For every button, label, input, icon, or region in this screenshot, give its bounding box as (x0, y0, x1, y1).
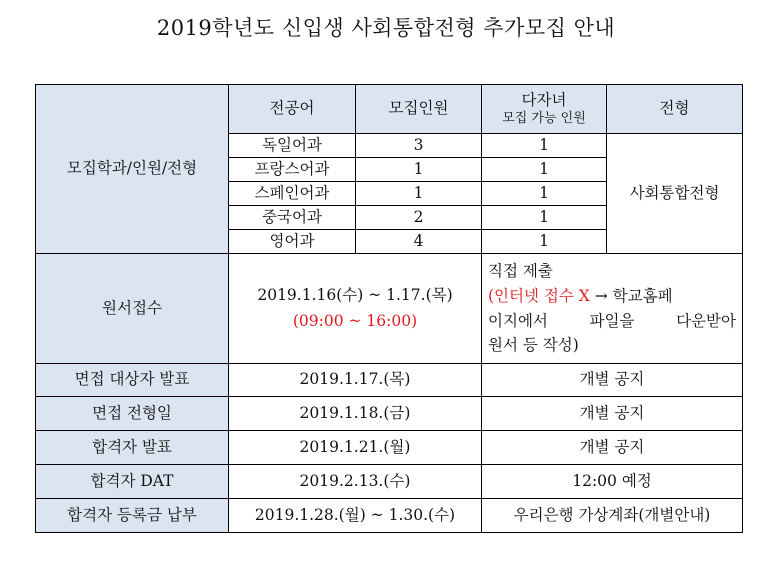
application-method-line1: 직접 제출 (488, 261, 553, 280)
schedule-row (36, 465, 743, 499)
quota-cell: 1 (356, 158, 482, 182)
schedule-row (36, 499, 743, 533)
schedule-row (36, 431, 743, 465)
admission-notice-table (35, 84, 743, 533)
schedule-note: 우리은행 가상계좌(개별안내) (482, 499, 743, 533)
major-cell: 스페인어과 (229, 182, 356, 206)
header-multichild-top: 다자녀 (521, 91, 567, 110)
multichild-cell: 1 (482, 230, 607, 254)
header-major: 전공어 (229, 85, 356, 134)
multichild-cell: 1 (482, 134, 607, 158)
application-method-line4: 원서 등 작성) (488, 336, 579, 355)
multichild-cell: 1 (482, 158, 607, 182)
major-cell: 독일어과 (229, 134, 356, 158)
application-date: 2019.1.16(수) ~ 1.17.(목) (257, 286, 453, 305)
schedule-label: 합격자 DAT (36, 465, 229, 499)
page-title: 2019학년도 신입생 사회통합전형 추가모집 안내 (156, 16, 616, 40)
application-method-cell (482, 254, 743, 364)
quota-cell: 4 (356, 230, 482, 254)
schedule-label: 합격자 발표 (36, 431, 229, 465)
quota-cell: 2 (356, 206, 482, 230)
schedule-note: 개별 공지 (482, 397, 743, 431)
header-multichild-bottom: 모집 가능 인원 (502, 110, 586, 126)
application-method-homepage: → 학교홈페 (589, 286, 673, 305)
header-type: 전형 (607, 85, 743, 134)
schedule-label: 면접 전형일 (36, 397, 229, 431)
recruit-label-cell: 모집학과/인원/전형 (36, 85, 229, 254)
schedule-date: 2019.1.17.(목) (229, 364, 482, 397)
quota-cell: 1 (356, 182, 482, 206)
header-multichild (482, 85, 607, 134)
schedule-date: 2019.1.18.(금) (229, 397, 482, 431)
major-cell: 프랑스어과 (229, 158, 356, 182)
major-cell: 영어과 (229, 230, 356, 254)
type-value-cell: 사회통합전형 (607, 134, 743, 254)
schedule-note: 12:00 예정 (482, 465, 743, 499)
multichild-cell: 1 (482, 206, 607, 230)
schedule-note: 개별 공지 (482, 431, 743, 465)
schedule-row (36, 397, 743, 431)
application-method-no-online: (인터넷 접수 X (488, 286, 590, 305)
schedule-row (36, 364, 743, 397)
schedule-label: 합격자 등록금 납부 (36, 499, 229, 533)
schedule-note: 개별 공지 (482, 364, 743, 397)
application-row (36, 254, 743, 364)
schedule-label: 면접 대상자 발표 (36, 364, 229, 397)
application-time: (09:00 ~ 16:00) (292, 311, 418, 330)
application-period-cell (229, 254, 482, 364)
schedule-date: 2019.1.28.(월) ~ 1.30.(수) (229, 499, 482, 533)
application-method-line3: 이지에서 파일을 다운받아 (488, 311, 736, 330)
schedule-date: 2019.1.21.(월) (229, 431, 482, 465)
major-cell: 중국어과 (229, 206, 356, 230)
quota-cell: 3 (356, 134, 482, 158)
multichild-cell: 1 (482, 182, 607, 206)
application-label: 원서접수 (36, 254, 229, 364)
table-header-row (36, 85, 743, 134)
header-quota: 모집인원 (356, 85, 482, 134)
schedule-date: 2019.2.13.(수) (229, 465, 482, 499)
